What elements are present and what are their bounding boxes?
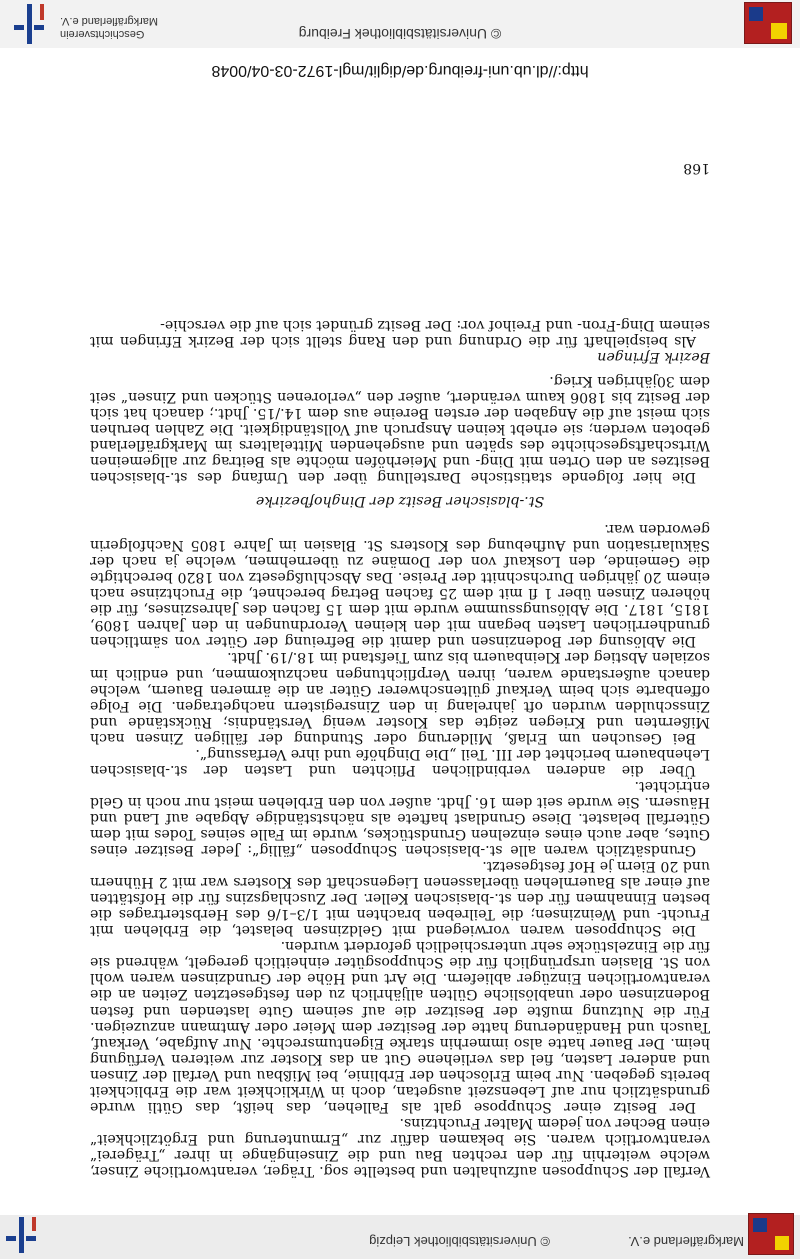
society-logo-icon (748, 1213, 794, 1255)
page-content (90, 317, 710, 1179)
paragraph: Die hier folgende statistische Darstellung über den Umfang des st.-blasischen Besitzes an den Orten mit Ding- und Meierhöfen möchte als Beitrag zur allgemeinen Wirtschaftsgeschichte des späten und ausgehenden Mittelalters im Markgräflerland geboten werden; sie erhebt keinen Anspruch auf Vollständigkeit. Die Zahlen beruhen sich meist auf die Angaben der ersten Bereine aus dem 14./15. Jhdt.; danach hat sich der Besitz bis 1806 kaum verändert, außer den „verlorenen Stücken und Zinsen“ seit dem 30jährigen Krieg. (90, 372, 710, 486)
footer-society-text (60, 14, 158, 40)
footer-society-line1: Geschichtsverein (60, 28, 145, 40)
header-society-text: Markgräflerland e.V. (628, 1234, 744, 1249)
paragraph: Über die anderen verbindlichen Pflichten und Lasten der st.-blasischen Lehenbauern berichtet der III. Teil „Die Dinghöfe und ihre Verfassung“. (90, 745, 710, 778)
page-number: 168 (683, 160, 710, 176)
paragraph: Der Besitz einer Schuppose galt als Fallehen, das heißt, das Gütli wurde grundsätzlich nur auf Lebenszeit ausgetan, doch in Wirklichkeit war die Erblichkeit bereits gegeben. Nur beim Erlöschen der Erblinie, bei Mißbau und Verfall der Zinsen und anderer Lasten, fiel das verliehene Gut an das Kloster zur weiteren Verfügung heim. Der Bauer hatte also immerhin starke Eigentumsrechte. Nur Aufgabe, Verkauf, Tausch und Handänderung hatte der Besitzer dem Meier oder Amtmann anzuzeigen. Für die Nutzung mußte der Besitzer die auf seinem Gute lastenden und festen Bodenzinsen oder unablösliche Gülten alljährlich zu den festgesetzten Zeiten an die verantwortlichen Einzüger abliefern. Die Art und Höhe der Grundzinsen waren wohl von St. Blasien ursprünglich für die Schupposgüter einheitlich geregelt, während sie für die Einzelstücke sehr unterschiedlich gefordert wurden. (90, 938, 710, 1115)
footer-url[interactable]: http://dl.ub.uni-freiburg.de/diglit/mgl-1972-03-04/0048 (211, 62, 589, 79)
university-logo-icon (6, 1217, 36, 1253)
top-bar (0, 1215, 800, 1259)
footer-society-line2: Markgräflerland e.V. (60, 15, 159, 27)
section-title: St.-blasischer Besitz der Dinghofbezirke (255, 493, 545, 510)
paragraph: Die Schupposen waren vorwiegend mit Geldzinsen belastet, die Erblehen mit Frucht- und Weinzinsen; die Teilreben brachten mit 1/3–1/6 des Herbstertrages die besten Einnahmen für den st.-blasischen Keller. Der Zuschlagszins für die Hofstätten auf einer als Bauernlehen überlassenen Liegenschaft des Klosters war mit 2 Hühnern und 20 Eiern je Hof festgesetzt. (90, 858, 710, 939)
footer-library-text: © Universitätsbibliothek Freiburg (298, 26, 502, 42)
paragraph: Bei Gesuchen um Erlaß, Milderung oder Stundung der fälligen Zinsen nach Mißernten und Kriegen zeigte das Kloster wenig Verständnis; Rückstände und Zinsschulden wurden oft jahrelang in den Zinsregistern nachgetragen. Die Folge offenbarte sich beim Verkauf gültenschwerer Güter an die ärmeren Bauern, welche danach außerstande waren, ihren Verpflichtungen nachzukommen, und endlich im sozialen Abstieg der Kleinbauern bis zum Tiefstand im 18./19. Jhdt. (90, 649, 710, 746)
header-library-text: © Universitätsbibliothek Leipzig (369, 1234, 550, 1249)
paragraph: Die Ablösung der Bodenzinsen und damit die Befreiung der Güter von sämtlichen grundherrlichen Lasten begann mit den kleinen Verordnungen in den Jahren 1809, 1815, 1817. Die Ablösungssumme wurde mit dem 15 fachen des Jahreszinses, für die höheren Zinsen über 1 fl mit dem 25 fachen Betrag berechnet, die Fruchtzinse nach einem 20 jährigen Durchschnitt der Preise. Das Abschlußgesetz von 1820 berechtigte die Gemeinde, den Loskauf von der Domäne zu übernehmen, welche ja nach der Säkularisation und Aufhebung des Klosters St. Blasien im Jahre 1805 Nachfolgerin geworden war. (90, 521, 710, 650)
subsection-title: Bezirk Efringen (597, 348, 710, 365)
university-logo-icon (14, 4, 44, 44)
paragraph: Als beispielhaft für die Ordnung und den Rang stellt sich der Bezirk Efringen mit seinem Ding-Fron- und Freihof vor: Der Besitz gründet sich auf die verschie- (90, 316, 710, 349)
paragraph: Verfall der Schupposen aufzuhalten und bestellte sog. Träger, verantwortliche Zinser, welche weiterhin für den rechten Bau und die Zinseingänge in ihrer „Trägerei“ verantwortlich waren. Sie bekamen dafür zur „Ermunterung und Ergötzlichkeit“ einen Becher von jedem Malter Fruchtzins. (90, 1114, 710, 1179)
bottom-bar (0, 0, 800, 48)
paragraph: Grundsätzlich waren alle st.-blasischen Schupposen „fällig“: Jeder Besitzer eines Gutes, aber auch eines einzelnen Grundstückes, wurde im Falle seines Todes mit dem Güterfall belastet. Diese Grundlast haftete als nächstständige Abgabe auf Land und Häusern. Sie wurde seit dem 16. Jhdt. außer von den Erblehen meist nur noch in Geld entrichtet. (90, 777, 710, 859)
